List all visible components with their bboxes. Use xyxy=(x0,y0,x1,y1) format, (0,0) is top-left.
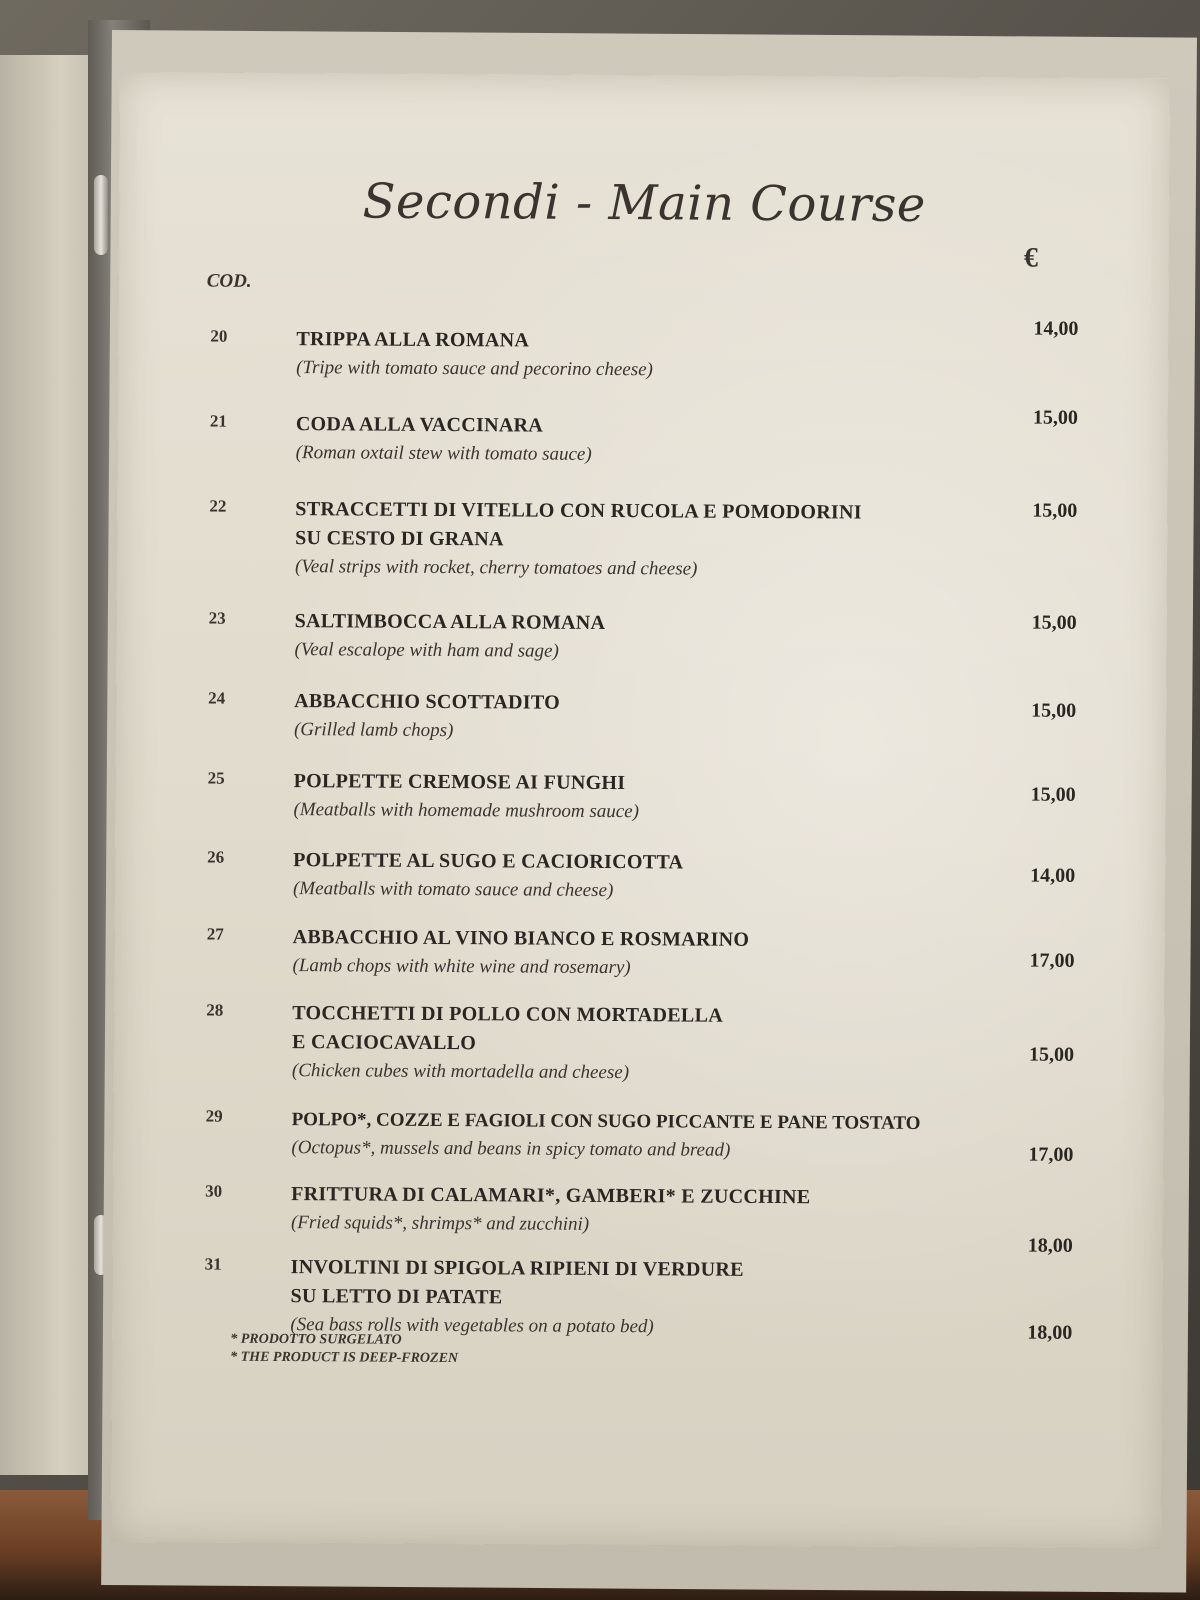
previous-menu-page xyxy=(0,55,91,1475)
item-price: 15,00 xyxy=(1030,783,1076,806)
page-title: Secondi - Main Course xyxy=(362,173,926,233)
item-description: (Roman oxtail stew with tomato sauce) xyxy=(295,442,592,465)
menu-item xyxy=(117,606,1167,662)
item-description: (Octopus*, mussels and beans in spicy tomato and bread) xyxy=(291,1137,731,1161)
item-description: (Sea bass rolls with vegetables on a potato bed) xyxy=(290,1314,654,1338)
price-column-header: € xyxy=(1023,242,1038,274)
item-code: 22 xyxy=(209,496,227,516)
item-name: TRIPPA ALLA ROMANA xyxy=(296,328,530,352)
item-price: 15,00 xyxy=(1032,406,1078,429)
item-description: (Lamb chops with white wine and rosemary) xyxy=(292,955,631,979)
item-name: POLPO*, COZZE E FAGIOLI CON SUGO PICCANTE E PANE TOSTATO xyxy=(291,1109,921,1134)
item-name: POLPETTE CREMOSE AI FUNGHI xyxy=(293,770,626,795)
footnote-english: * THE PRODUCT IS DEEP-FROZEN xyxy=(230,1349,459,1367)
item-code: 31 xyxy=(204,1254,222,1274)
item-code: 25 xyxy=(207,768,225,788)
item-description: (Tripe with tomato sauce and pecorino cheese) xyxy=(296,357,653,381)
item-name: INVOLTINI DI SPIGOLA RIPIENI DI VERDURE xyxy=(290,1256,744,1281)
item-name-line-2: SU CESTO DI GRANA xyxy=(295,527,504,551)
item-name: POLPETTE AL SUGO E CACIORICOTTA xyxy=(293,849,684,874)
item-code: 21 xyxy=(209,411,227,431)
item-price: 18,00 xyxy=(1027,1234,1073,1257)
menu-item xyxy=(113,1179,1163,1257)
footnote-italian: * PRODOTTO SURGELATO xyxy=(230,1331,402,1348)
item-price: 15,00 xyxy=(1032,499,1078,522)
item-price: 14,00 xyxy=(1030,864,1076,887)
menu-item xyxy=(118,406,1168,465)
item-name: ABBACCHIO SCOTTADITO xyxy=(294,690,561,714)
menu-item xyxy=(115,922,1165,979)
item-description: (Veal escalope with ham and sage) xyxy=(294,639,559,662)
item-description: (Meatballs with homemade mushroom sauce) xyxy=(293,799,640,823)
code-column-header: COD. xyxy=(206,270,252,292)
item-name: FRITTURA DI CALAMARI*, GAMBERI* E ZUCCHINE xyxy=(291,1183,811,1209)
item-description: (Veal strips with rocket, cherry tomatoes and cheese) xyxy=(294,556,698,580)
item-name-line-2: SU LETTO DI PATATE xyxy=(290,1285,503,1309)
item-code: 30 xyxy=(205,1181,223,1201)
item-price: 17,00 xyxy=(1028,1143,1074,1166)
item-description: (Grilled lamb chops) xyxy=(293,719,454,742)
menu-item xyxy=(115,845,1165,902)
menu-item xyxy=(117,494,1167,580)
item-price: 15,00 xyxy=(1031,611,1077,634)
footnote xyxy=(230,1331,458,1368)
menu-item xyxy=(116,686,1166,742)
menu-item xyxy=(118,317,1168,381)
item-description: (Fried squids*, shrimps* and zucchini) xyxy=(290,1212,590,1235)
menu-page xyxy=(111,72,1170,1548)
item-description: (Meatballs with tomato sauce and cheese) xyxy=(292,878,614,902)
item-code: 26 xyxy=(207,847,225,867)
item-name: CODA ALLA VACCINARA xyxy=(295,413,544,437)
item-description: (Chicken cubes with mortadella and cheese) xyxy=(291,1060,630,1084)
item-code: 23 xyxy=(208,608,226,628)
item-price: 15,00 xyxy=(1028,1043,1075,1066)
menu-item xyxy=(116,766,1166,823)
item-code: 29 xyxy=(205,1106,223,1126)
menu-item xyxy=(114,1104,1164,1166)
item-price: 14,00 xyxy=(1033,317,1079,340)
item-name-line-2: E CACIOCAVALLO xyxy=(292,1031,477,1055)
item-name: STRACCETTI DI VITELLO CON RUCOLA E POMODORINI xyxy=(295,498,862,524)
item-name: TOCCHETTI DI POLLO CON MORTADELLA xyxy=(292,1002,724,1027)
item-price: 18,00 xyxy=(1027,1321,1073,1344)
item-code: 20 xyxy=(210,326,228,346)
item-price: 15,00 xyxy=(1031,699,1077,722)
item-code: 24 xyxy=(208,688,226,708)
item-name: SALTIMBOCCA ALLA ROMANA xyxy=(294,610,606,634)
item-code: 28 xyxy=(206,1000,224,1020)
item-code: 27 xyxy=(206,924,224,944)
menu-item xyxy=(114,998,1164,1084)
item-name: ABBACCHIO AL VINO BIANCO E ROSMARINO xyxy=(292,926,750,951)
binder-ring-icon xyxy=(94,175,108,255)
item-price: 17,00 xyxy=(1029,949,1075,972)
